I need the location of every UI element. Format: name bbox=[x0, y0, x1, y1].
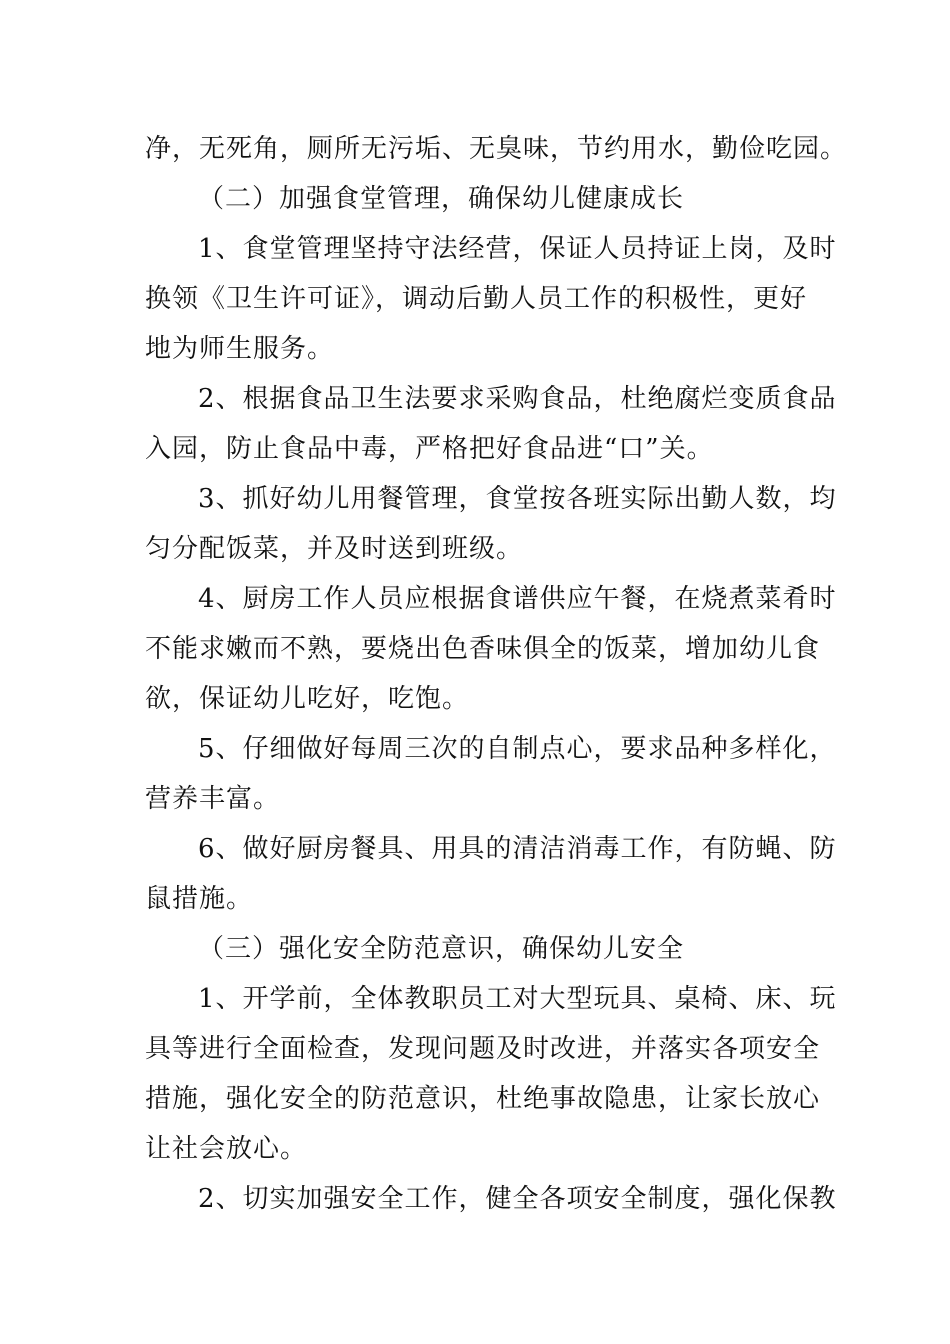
text-line: 5、仔细做好每周三次的自制点心，要求品种多样化， bbox=[198, 734, 837, 764]
text-line: 地为师生服务。 bbox=[145, 334, 335, 364]
section-heading: （三）强化安全防范意识，确保幼儿安全 bbox=[198, 934, 685, 964]
text-line: 不能求嫩而不熟，要烧出色香味俱全的饭菜，增加幼儿食 bbox=[145, 634, 821, 664]
text-line: 欲，保证幼儿吃好，吃饱。 bbox=[145, 684, 470, 714]
text-line: 1、开学前，全体教职员工对大型玩具、桌椅、床、玩 bbox=[198, 984, 837, 1014]
text-line: 匀分配饭菜，并及时送到班级。 bbox=[145, 534, 524, 564]
text-line: 2、根据食品卫生法要求采购食品，杜绝腐烂变质食品 bbox=[198, 384, 837, 414]
text-line: 3、抓好幼儿用餐管理，食堂按各班实际出勤人数，均 bbox=[198, 484, 837, 514]
text-line: 1、食堂管理坚持守法经营，保证人员持证上岗，及时 bbox=[198, 234, 837, 264]
text-line: 措施，强化安全的防范意识，杜绝事故隐患，让家长放心 bbox=[145, 1084, 821, 1114]
section-heading: （二）加强食堂管理，确保幼儿健康成长 bbox=[198, 184, 685, 214]
text-line: 净，无死角，厕所无污垢、无臭味，节约用水，勤俭吃园。 bbox=[145, 134, 848, 164]
text-line: 让社会放心。 bbox=[145, 1134, 308, 1164]
text-line: 6、做好厨房餐具、用具的清洁消毒工作，有防蝇、防 bbox=[198, 834, 837, 864]
text-line: 鼠措施。 bbox=[145, 884, 254, 914]
text-line: 营养丰富。 bbox=[145, 784, 281, 814]
text-line: 4、厨房工作人员应根据食谱供应午餐，在烧煮菜肴时 bbox=[198, 584, 837, 614]
text-line: 换领《卫生许可证》，调动后勤人员工作的积极性，更好 bbox=[145, 284, 808, 314]
text-line: 入园，防止食品中毒，严格把好食品进“口”关。 bbox=[145, 434, 714, 464]
text-line: 具等进行全面检查，发现问题及时改进，并落实各项安全 bbox=[145, 1034, 821, 1064]
text-line: 2、切实加强安全工作，健全各项安全制度，强化保教 bbox=[198, 1184, 837, 1214]
